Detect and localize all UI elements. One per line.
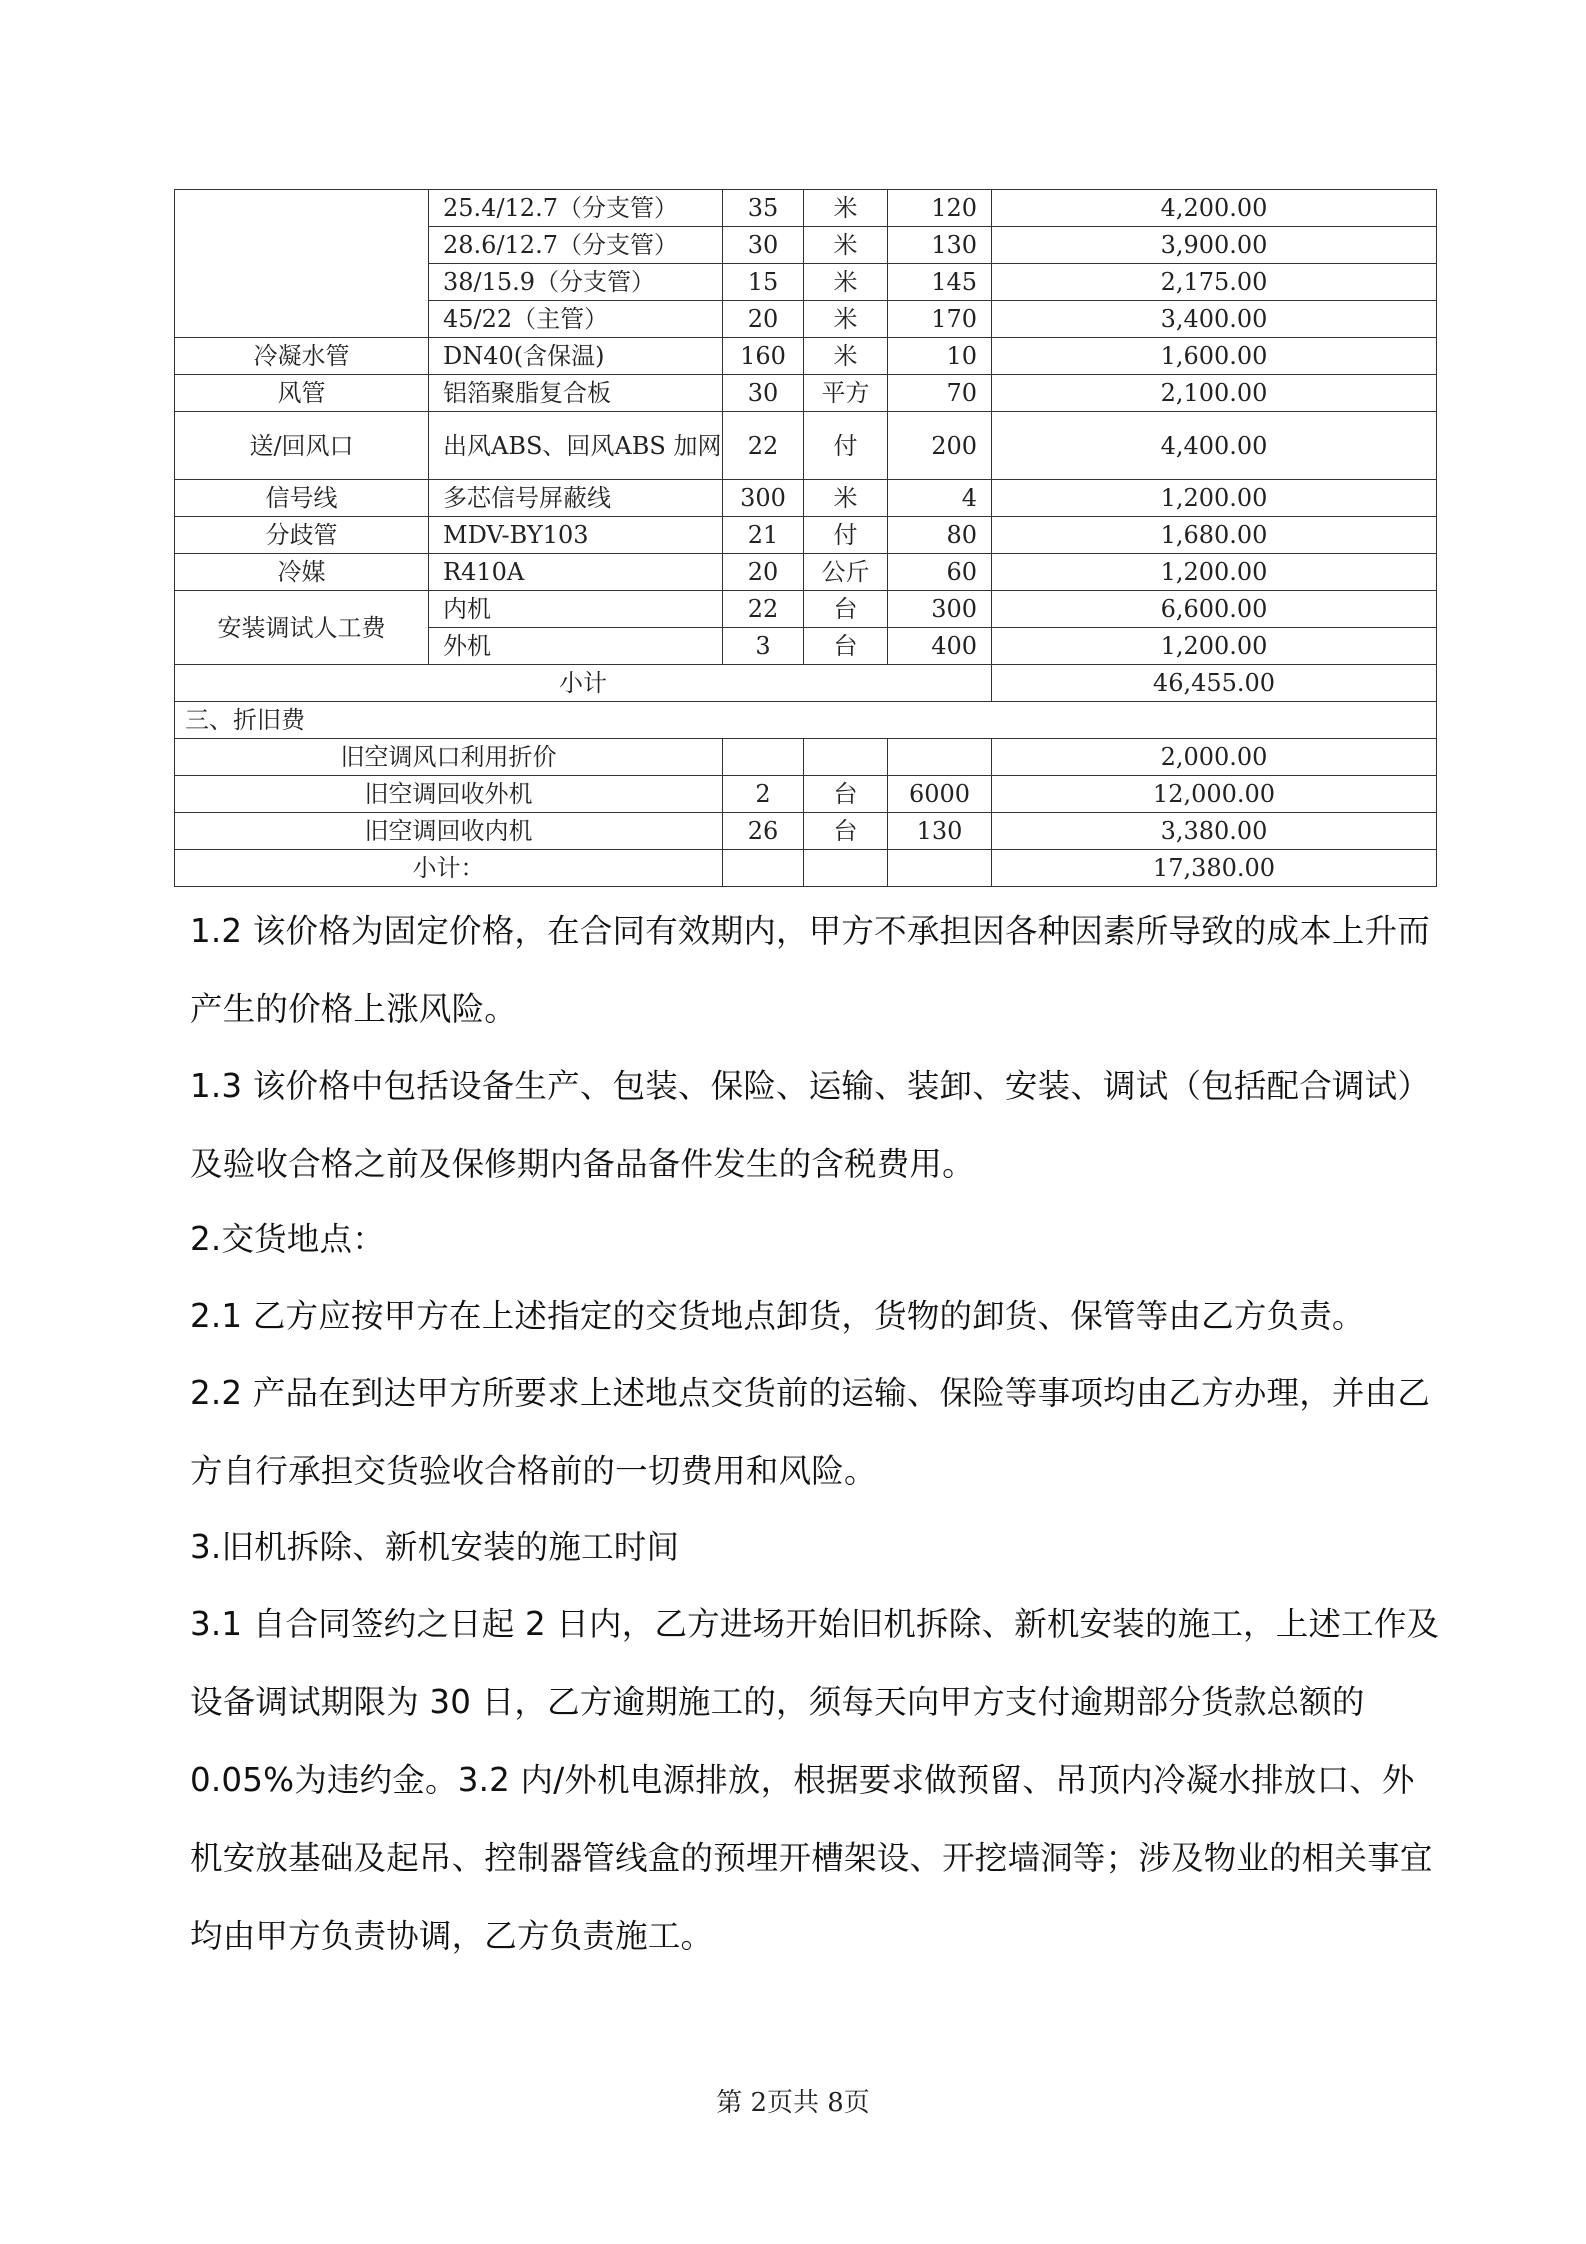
table-row [175,480,1437,517]
section-heading: 三、折旧费 [175,702,1437,739]
item-name-cell: 旧空调风口利用折价 [175,739,723,776]
qty-cell: 160 [723,338,804,375]
amount-cell: 1,680.00 [992,517,1437,554]
spec-cell: DN40(含保温) [429,338,723,375]
qty-cell: 22 [723,412,804,480]
item-name-cell: 安装调试人工费 [175,591,429,665]
spec-cell: 28.6/12.7（分支管） [429,227,723,264]
section-row [175,702,1437,739]
unit-cell: 公斤 [804,554,888,591]
unit-cell: 付 [804,412,888,480]
item-name-cell: 风管 [175,375,429,412]
spec-cell: 内机 [429,591,723,628]
subtotal-amount: 17,380.00 [992,850,1437,887]
price-cell: 130 [888,813,992,850]
empty-cell [723,850,804,887]
table-row [175,776,1437,813]
subtotal-row [175,665,1437,702]
amount-cell: 4,200.00 [992,190,1437,227]
qty-cell: 22 [723,591,804,628]
unit-cell: 台 [804,776,888,813]
price-cell [888,739,992,776]
amount-cell: 3,400.00 [992,301,1437,338]
unit-cell: 米 [804,338,888,375]
qty-cell [723,739,804,776]
price-table [174,189,1437,887]
qty-cell: 26 [723,813,804,850]
table-row [175,591,1437,628]
spec-cell: 45/22（主管） [429,301,723,338]
unit-cell [804,739,888,776]
price-table-container [174,189,1436,887]
qty-cell: 20 [723,554,804,591]
price-cell: 70 [888,375,992,412]
qty-cell: 15 [723,264,804,301]
price-cell: 170 [888,301,992,338]
item-name-cell: 送/回风口 [175,412,429,480]
unit-cell: 米 [804,264,888,301]
amount-cell: 12,000.00 [992,776,1437,813]
empty-cell [804,850,888,887]
amount-cell: 1,200.00 [992,480,1437,517]
amount-cell: 3,900.00 [992,227,1437,264]
item-name-cell: 冷凝水管 [175,338,429,375]
table-row [175,412,1437,480]
amount-cell: 3,380.00 [992,813,1437,850]
unit-cell: 米 [804,190,888,227]
table-row [175,190,1437,227]
paragraph-3-1: 3.1 自合同签约之日起 2 日内，乙方进场开始旧机拆除、新机安装的施工，上述工作及设备调试期限为 30 日，乙方逾期施工的，须每天向甲方支付逾期部分货款总额的 0.05%为违约金。3.2 内/外机电源排放，根据要求做预留、吊顶内冷凝水排放口、外机安放基础及起吊、控制器管线盒的预埋开槽架设、开挖墙洞等；涉及物业的相关事宜均由甲方负责协调，乙方负责施工。 [190,1605,1440,1955]
table-row [175,739,1437,776]
item-name-cell: 信号线 [175,480,429,517]
qty-cell: 35 [723,190,804,227]
paragraph-1-2: 1.2 该价格为固定价格，在合同有效期内，甲方不承担因各种因素所导致的成本上升而产生的价格上涨风险。 [190,912,1431,1028]
spec-cell: 25.4/12.7（分支管） [429,190,723,227]
unit-cell: 平方 [804,375,888,412]
price-cell: 120 [888,190,992,227]
qty-cell: 3 [723,628,804,665]
amount-cell: 1,600.00 [992,338,1437,375]
subtotal-row [175,850,1437,887]
table-row [175,375,1437,412]
paragraph-3-heading: 3.旧机拆除、新机安装的施工时间 [190,1528,680,1566]
qty-cell: 2 [723,776,804,813]
amount-cell: 2,100.00 [992,375,1437,412]
price-cell: 400 [888,628,992,665]
paragraph-2-2: 2.2 产品在到达甲方所要求上述地点交货前的运输、保险等事项均由乙方办理，并由乙方自行承担交货验收合格前的一切费用和风险。 [190,1374,1431,1490]
table-row [175,338,1437,375]
qty-cell: 300 [723,480,804,517]
item-name-cell: 分歧管 [175,517,429,554]
price-cell: 10 [888,338,992,375]
subtotal-label: 小计： [175,850,723,887]
item-name-cell: 旧空调回收内机 [175,813,723,850]
paragraph-1-3: 1.3 该价格中包括设备生产、包装、保险、运输、装卸、安装、调试（包括配合调试）及验收合格之前及保修期内备品备件发生的含税费用。 [190,1067,1431,1183]
price-cell: 60 [888,554,992,591]
price-cell: 130 [888,227,992,264]
amount-cell: 2,175.00 [992,264,1437,301]
table-row [175,813,1437,850]
subtotal-label: 小计 [175,665,992,702]
pipe-name-cell [175,190,429,338]
amount-cell: 6,600.00 [992,591,1437,628]
unit-cell: 台 [804,628,888,665]
price-cell: 300 [888,591,992,628]
price-cell: 6000 [888,776,992,813]
amount-cell: 1,200.00 [992,554,1437,591]
table-row [175,554,1437,591]
page-footer: 第 2页共 8页 [716,2088,870,2118]
item-name-cell: 旧空调回收外机 [175,776,723,813]
price-cell: 4 [888,480,992,517]
unit-cell: 台 [804,813,888,850]
table-row [175,517,1437,554]
spec-cell: MDV-BY103 [429,517,723,554]
unit-cell: 台 [804,591,888,628]
unit-cell: 米 [804,480,888,517]
qty-cell: 30 [723,375,804,412]
paragraph-2-heading: 2.交货地点： [190,1220,385,1258]
subtotal-amount: 46,455.00 [992,665,1437,702]
spec-cell: 38/15.9（分支管） [429,264,723,301]
price-cell: 145 [888,264,992,301]
spec-cell: 铝箔聚脂复合板 [429,375,723,412]
amount-cell: 1,200.00 [992,628,1437,665]
price-cell: 200 [888,412,992,480]
paragraph-2-1: 2.1 乙方应按甲方在上述指定的交货地点卸货，货物的卸货、保管等由乙方负责。 [190,1297,1365,1335]
spec-cell: 外机 [429,628,723,665]
amount-cell: 4,400.00 [992,412,1437,480]
item-name-cell: 冷媒 [175,554,429,591]
price-cell: 80 [888,517,992,554]
spec-cell: 多芯信号屏蔽线 [429,480,723,517]
empty-cell [888,850,992,887]
qty-cell: 30 [723,227,804,264]
amount-cell: 2,000.00 [992,739,1437,776]
unit-cell: 米 [804,227,888,264]
qty-cell: 20 [723,301,804,338]
unit-cell: 米 [804,301,888,338]
unit-cell: 付 [804,517,888,554]
spec-cell: 出风ABS、回风ABS 加网 [429,412,723,480]
qty-cell: 21 [723,517,804,554]
spec-cell: R410A [429,554,723,591]
